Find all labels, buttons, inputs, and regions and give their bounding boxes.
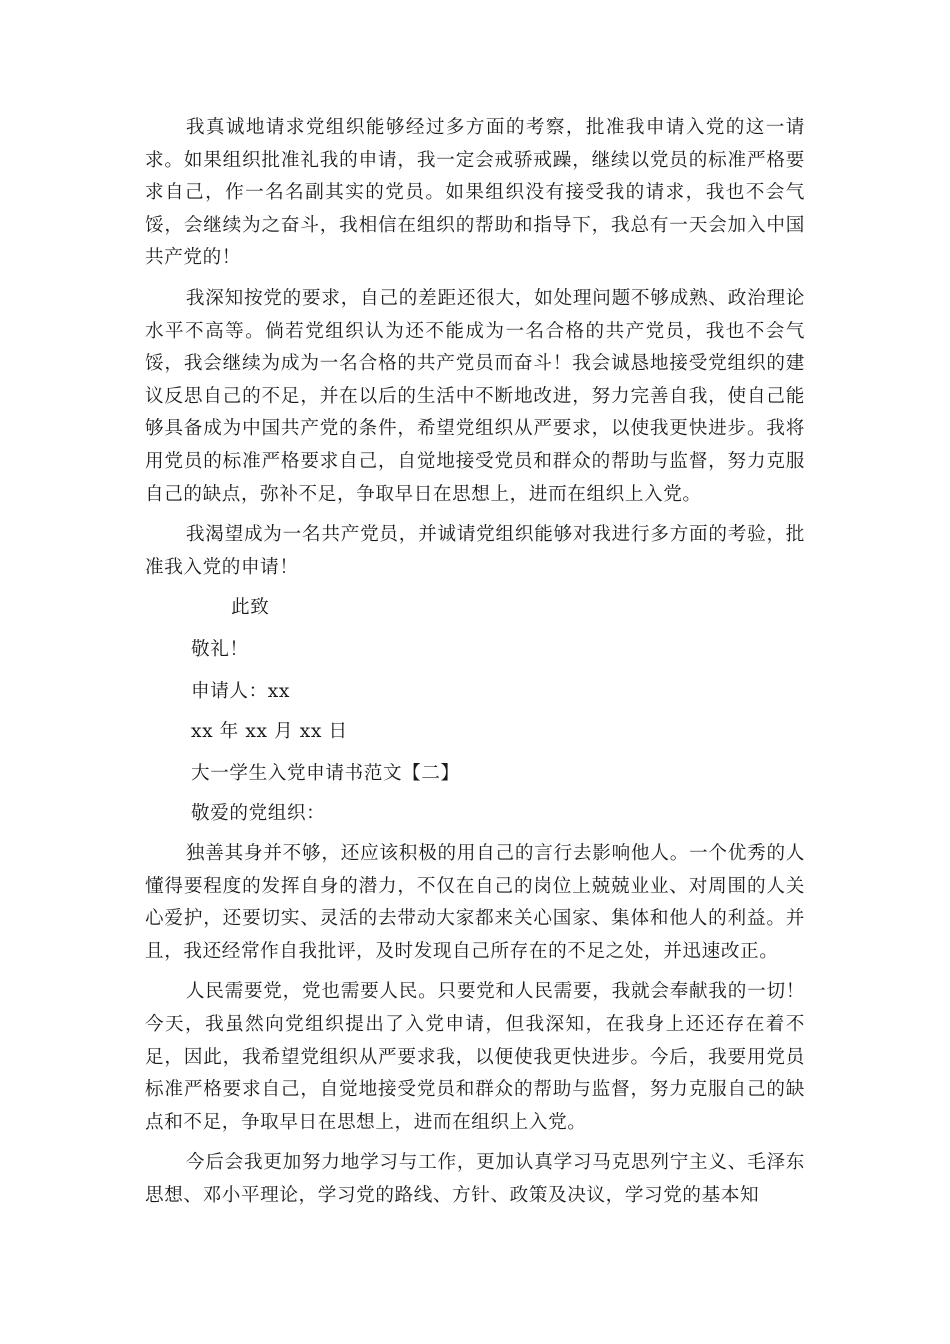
- date-line: xx 年 xx 月 xx 日: [191, 721, 348, 742]
- paragraph: 独善其身并不够，还应该积极的用自己的言行去影响他人。一个优秀的人懂得要程度的发挥自身的潜力，不仅在自己的岗位上兢兢业业、对周围的人关心爱护，还要切实、灵活的去带动大家都来关心国家、集体和他人的利益。并且，我还经常作自我批评，及时发现自己所存在的不足之处，并迅速改正。: [145, 843, 805, 962]
- closing-salutation: 此致: [231, 597, 270, 618]
- paragraph: 我真诚地请求党组织能够经过多方面的考察，批准我申请入党的这一请求。如果组织批准礼我的申请，我一定会戒骄戒躁，继续以党员的标准严格要求自己，作一名名副其实的党员。如果组织没有接受我的请求，我也不会气馁，会继续为之奋斗，我相信在组织的帮助和指导下，我总有一天会加入中国共产党的！: [145, 117, 805, 269]
- paragraph: 人民需要党，党也需要人民。只要党和人民需要，我就会奉献我的一切！今天，我虽然向党组织提出了入党申请，但我深知，在我身上还还存在着不足，因此，我希望党组织从严要求我，以便使我更快进步。今后，我要用党员标准严格要求自己，自觉地接受党员和群众的帮助与监督，努力克服自己的缺点和不足，争取早日在思想上，进而在组织上入党。: [145, 981, 805, 1133]
- paragraph: 今后会我更加努力地学习与工作，更加认真学习马克思列宁主义、毛泽东思想、邓小平理论，学习党的路线、方针、政策及决议，学习党的基本知: [145, 1152, 805, 1206]
- greeting: 敬爱的党组织：: [191, 803, 326, 824]
- applicant-line: 申请人：xx: [191, 681, 290, 702]
- body-text-top: [145, 112, 805, 584]
- paragraph: 我渴望成为一名共产党员，并诚请党组织能够对我进行多方面的考验，批准我入党的申请！: [145, 524, 805, 578]
- section-title: 大一学生入党申请书范文【二】: [191, 763, 460, 784]
- closing-respect: 敬礼！: [191, 639, 249, 660]
- paragraph: 我深知按党的要求，自己的差距还很大，如处理问题不够成熟、政治理论水平不高等。倘若党组织认为还不能成为一名合格的共产党员，我也不会气馁，我会继续为成为一名合格的共产党员而奋斗！我会诚恳地接受党组织的建议反思自己的不足，并在以后的生活中不断地改进，努力完善自我，使自己能够具备成为中国共产党的条件，希望党组织从严要求，以使我更快进步。我将用党员的标准严格要求自己，自觉地接受党员和群众的帮助与监督，努力克服自己的缺点，弥补不足，争取早日在思想上，进而在组织上入党。: [145, 287, 805, 505]
- body-text-bottom: [145, 838, 805, 1213]
